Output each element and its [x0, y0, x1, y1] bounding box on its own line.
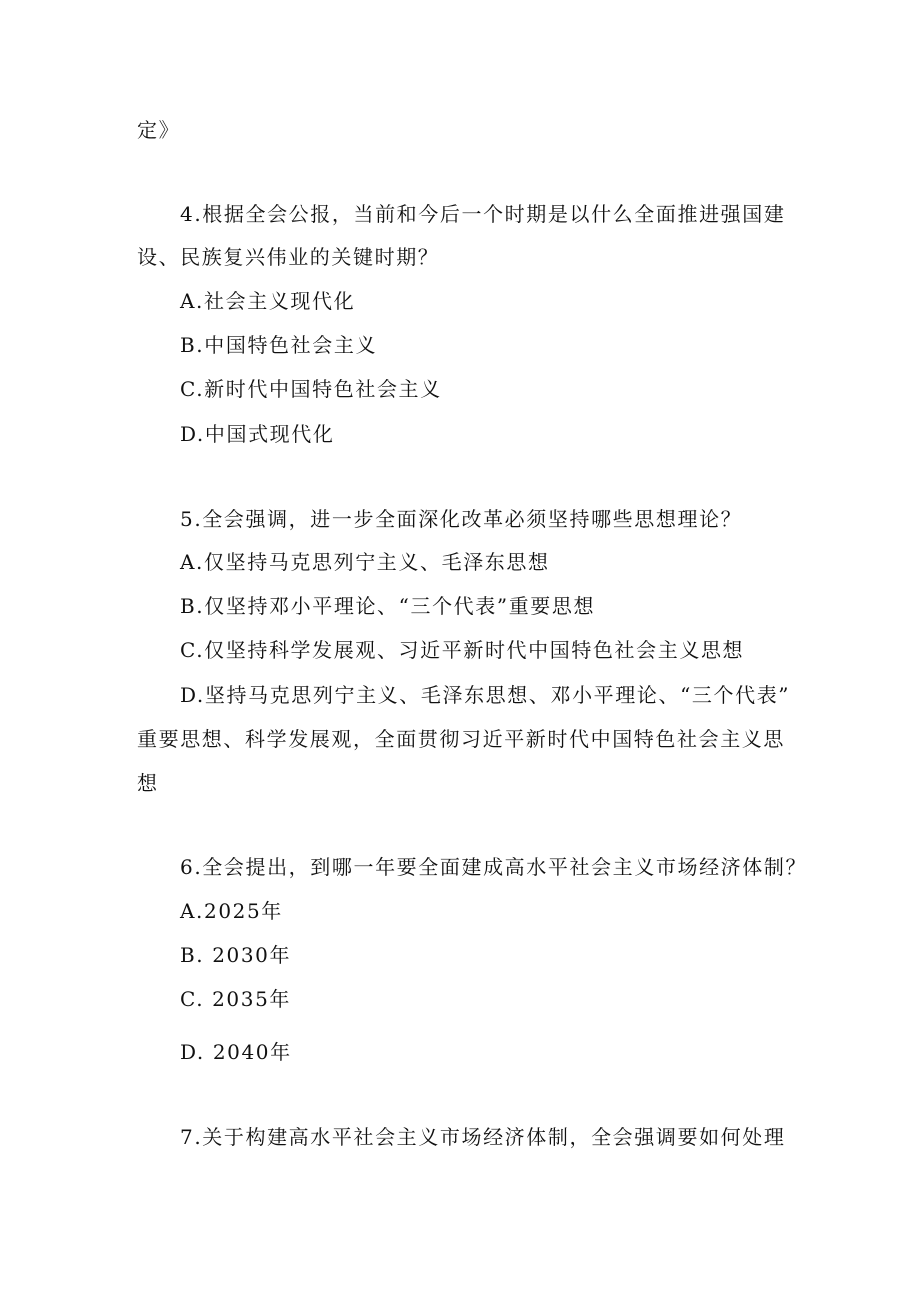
option-b: B. 2030年: [180, 943, 292, 967]
question-stem-line: 6.全会提出，到哪一年要全面建成高水平社会主义市场经济体制？: [180, 855, 808, 879]
option-a: A.2025年: [180, 899, 283, 923]
question-stem-line: 4.根据全会公报，当前和今后一个时期是以什么全面推进强国建: [180, 202, 786, 226]
option-d-continuation: 想: [137, 771, 159, 795]
option-b: B.中国特色社会主义: [180, 333, 378, 357]
option-c: C.新时代中国特色社会主义: [180, 377, 442, 401]
question-stem-line: 7.关于构建高水平社会主义市场经济体制，全会强调要如何处理: [180, 1125, 786, 1149]
option-c: C. 2035年: [180, 987, 292, 1011]
question-stem-line: 5.全会强调，进一步全面深化改革必须坚持哪些思想理论？: [180, 507, 743, 531]
option-c: C.仅坚持科学发展观、习近平新时代中国特色社会主义思想: [180, 638, 745, 662]
option-a: A.社会主义现代化: [180, 289, 356, 313]
continuation-text: 定》: [137, 118, 181, 142]
option-d: D.坚持马克思列宁主义、毛泽东思想、邓小平理论、“三个代表”: [180, 683, 791, 707]
option-a: A.仅坚持马克思列宁主义、毛泽东思想: [180, 550, 550, 574]
option-d: D. 2040年: [180, 1040, 292, 1064]
option-b: B.仅坚持邓小平理论、“三个代表”重要思想: [180, 594, 596, 618]
option-d: D.中国式现代化: [180, 422, 335, 446]
option-d-continuation: 重要思想、科学发展观，全面贯彻习近平新时代中国特色社会主义思: [137, 727, 785, 751]
question-stem-line: 设、民族复兴伟业的关键时期？: [137, 245, 440, 269]
